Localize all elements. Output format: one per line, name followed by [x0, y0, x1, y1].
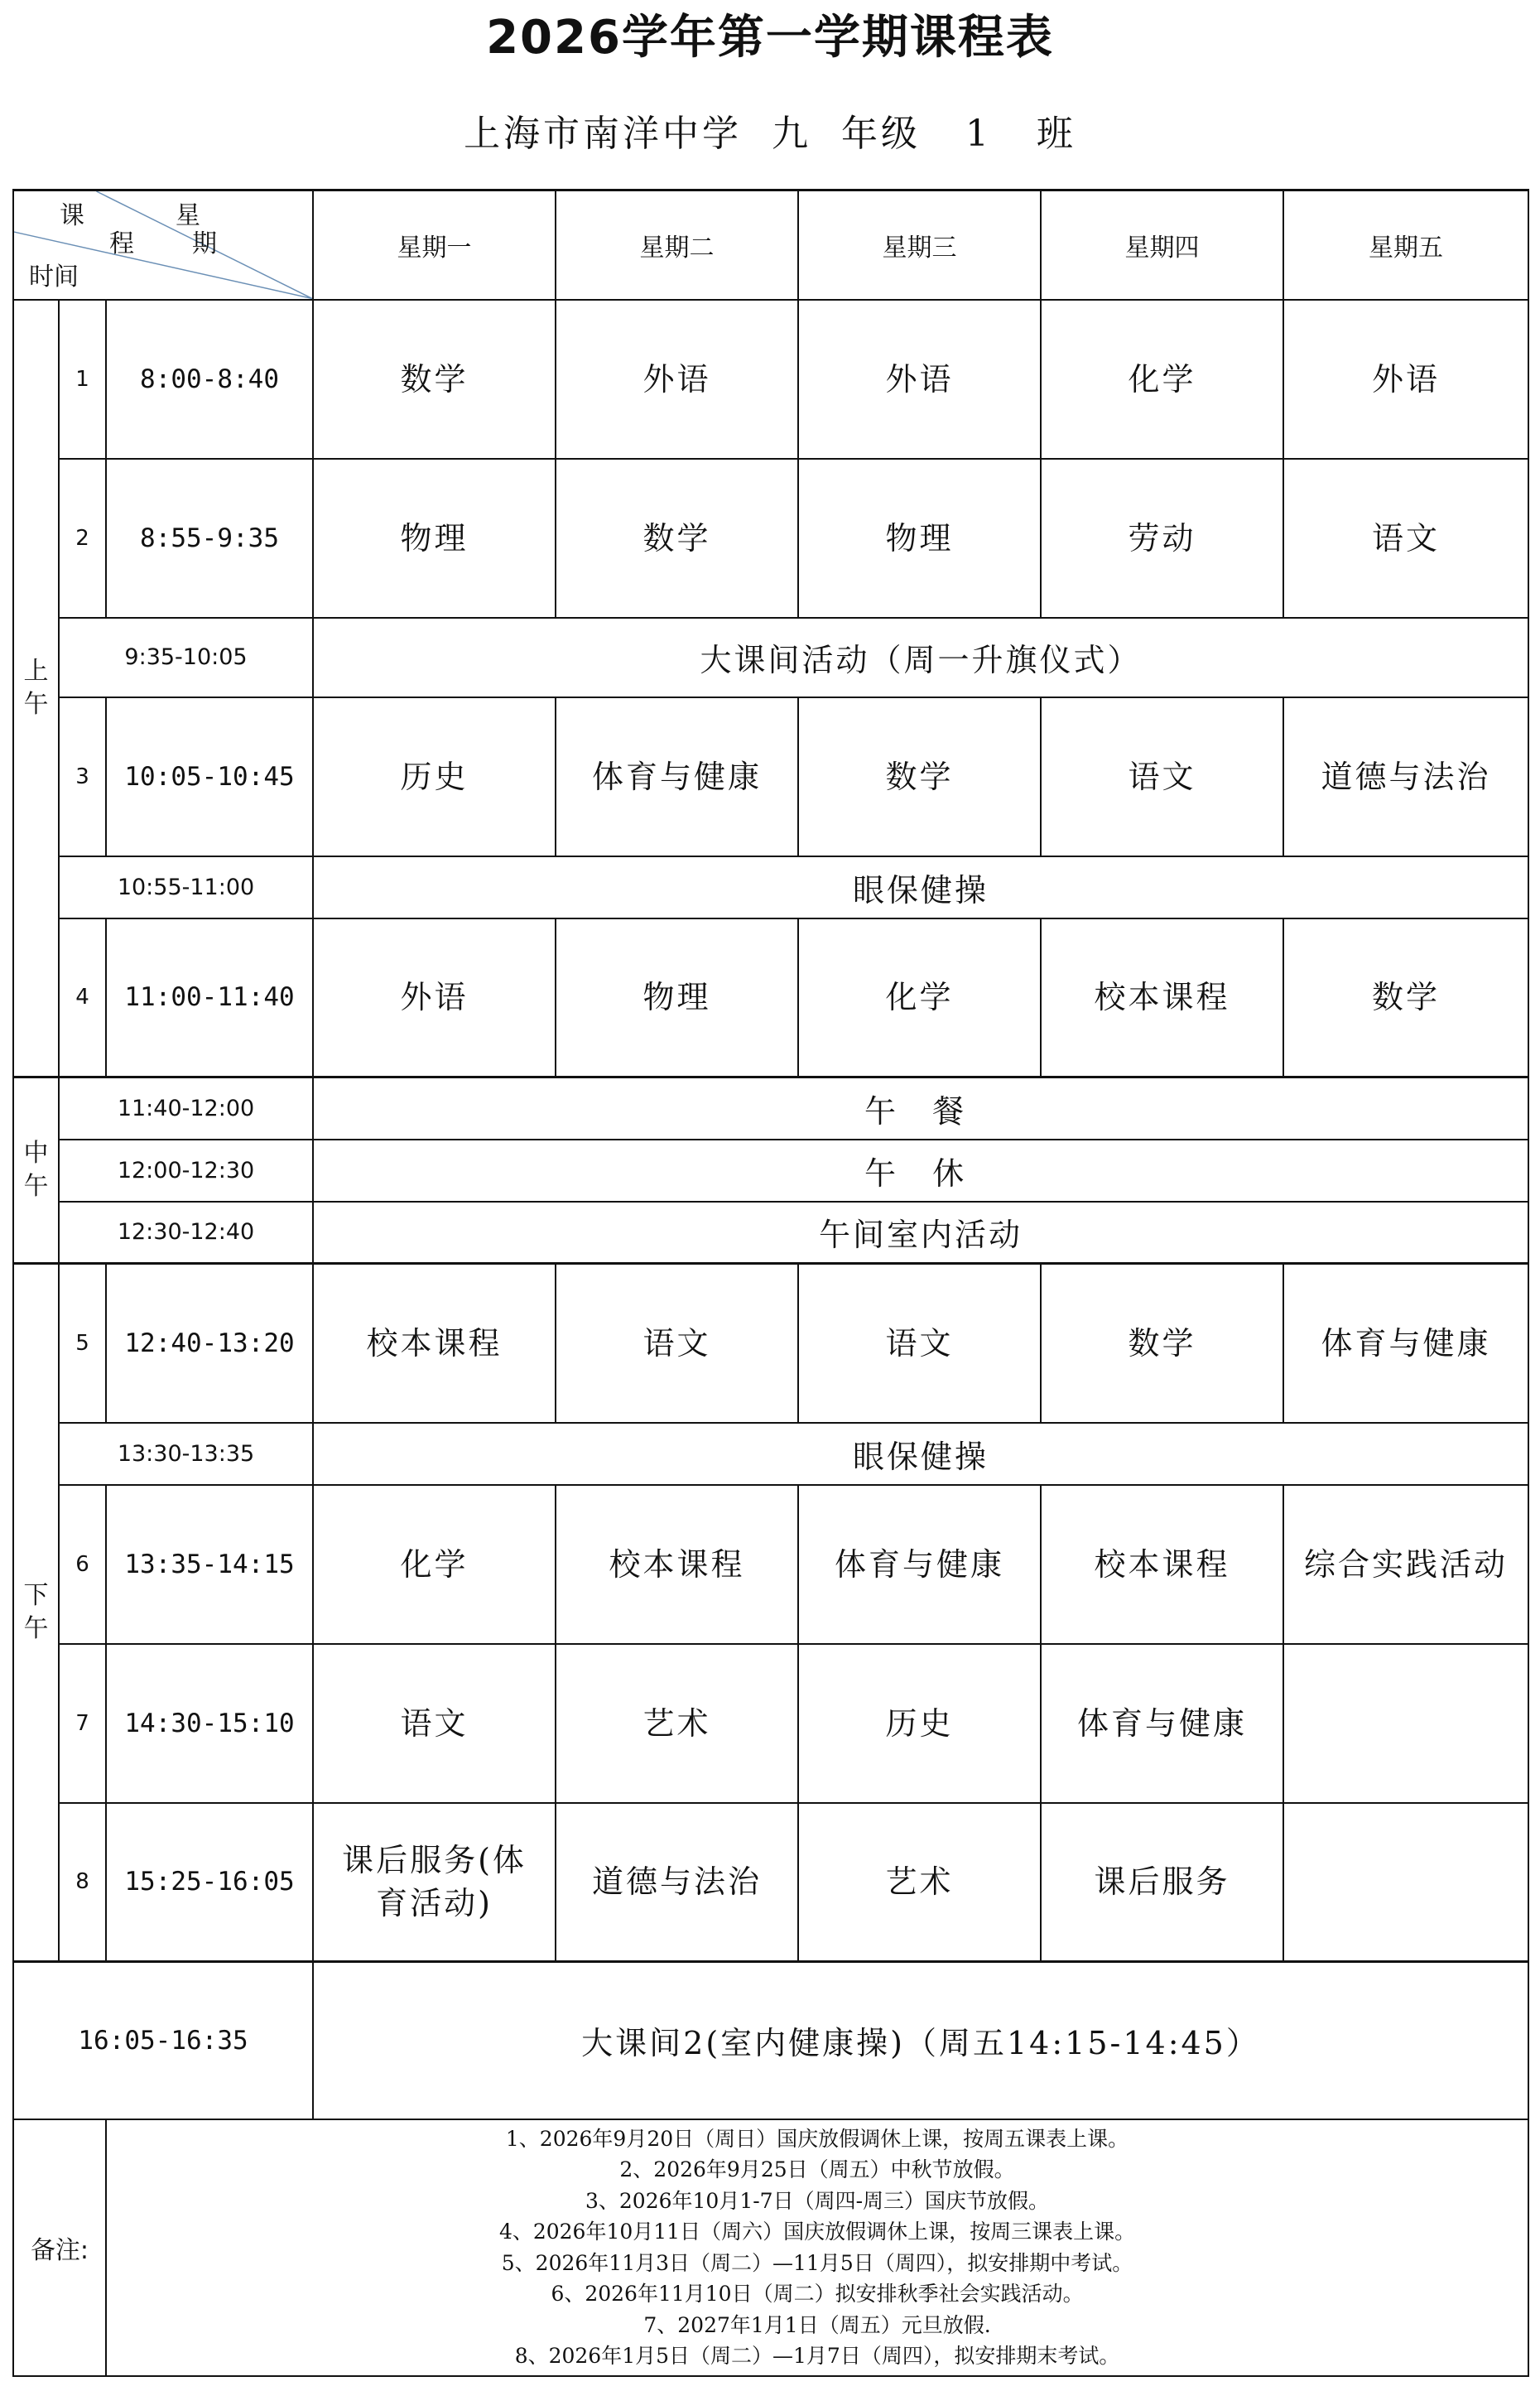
subject-cell: 数学	[798, 697, 1041, 856]
period-number: 3	[59, 697, 106, 856]
subject-cell: 历史	[798, 1644, 1041, 1803]
note-item: 7、2027年1月1日（周五）元旦放假.	[643, 2312, 991, 2337]
corner-label-ke: 课	[60, 201, 84, 230]
subject-cell: 体育与健康	[1041, 1644, 1283, 1803]
section-morning	[13, 300, 59, 1077]
subject-cell: 化学	[798, 918, 1041, 1077]
subject-cell: 语文	[1283, 459, 1528, 618]
break-activity: 午 餐	[313, 1077, 1528, 1140]
period-time: 13:35-14:15	[106, 1485, 313, 1644]
subject-cell: 语文	[313, 1644, 556, 1803]
subject-cell: 数学	[1283, 918, 1528, 1077]
notes-row	[13, 2119, 1528, 2376]
period-time: 11:00-11:40	[106, 918, 313, 1077]
period-time: 10:05-10:45	[106, 697, 313, 856]
subject-cell: 数学	[1041, 1264, 1283, 1423]
break-time: 12:30-12:40	[59, 1202, 313, 1264]
subject-cell: 外语	[313, 918, 556, 1077]
period-number: 7	[59, 1644, 106, 1803]
break-row-big-break	[13, 618, 1528, 697]
break-activity: 大课间2(室内健康操)（周五14:15-14:45）	[313, 1962, 1528, 2119]
period-row-6	[13, 1485, 1528, 1644]
subject-cell: 语文	[1041, 697, 1283, 856]
break-row-indoor	[13, 1202, 1528, 1264]
subject-cell: 校本课程	[556, 1485, 798, 1644]
period-time: 12:40-13:20	[106, 1264, 313, 1423]
page-title: 2026学年第一学期课程表	[486, 11, 1054, 65]
subject-cell: 数学	[556, 459, 798, 618]
section-morning-label: 上午	[23, 656, 49, 719]
subject-cell: 物理	[798, 459, 1041, 618]
timetable	[12, 189, 1529, 2377]
subject-cell: 物理	[556, 918, 798, 1077]
period-number: 2	[59, 459, 106, 618]
subject-cell: 语文	[798, 1264, 1041, 1423]
notes-label: 备注:	[13, 2119, 106, 2376]
break-activity: 午 休	[313, 1140, 1528, 1202]
note-item: 4、2026年10月11日（周六）国庆放假调休上课，按周三课表上课。	[498, 2220, 1136, 2244]
note-item: 5、2026年11月3日（周二）—11月5日（周四），拟安排期中考试。	[501, 2250, 1133, 2275]
corner-label-time: 时间	[29, 263, 79, 292]
subject-cell: 语文	[556, 1264, 798, 1423]
section-afternoon	[13, 1264, 59, 1962]
period-number: 6	[59, 1485, 106, 1644]
break-row-big-break-2	[13, 1962, 1528, 2119]
note-item: 8、2026年1月5日（周二）—1月7日（周四），拟安排期末考试。	[514, 2344, 1120, 2368]
section-noon	[13, 1077, 59, 1264]
period-row-7	[13, 1644, 1528, 1803]
break-row-rest	[13, 1140, 1528, 1202]
corner-label-qi: 期	[192, 229, 217, 258]
period-number: 8	[59, 1803, 106, 1962]
period-number: 4	[59, 918, 106, 1077]
day-header-thu: 星期四	[1041, 190, 1283, 300]
break-time: 12:00-12:30	[59, 1140, 313, 1202]
break-time: 13:30-13:35	[59, 1423, 313, 1485]
period-time: 14:30-15:10	[106, 1644, 313, 1803]
period-number: 1	[59, 300, 106, 459]
note-item: 6、2026年11月10日（周二）拟安排秋季社会实践活动。	[551, 2282, 1084, 2306]
corner-label-xing: 星	[176, 201, 200, 230]
subject-cell: 艺术	[556, 1644, 798, 1803]
period-row-5	[13, 1264, 1528, 1423]
subject-cell: 历史	[313, 697, 556, 856]
subject-cell: 道德与法治	[556, 1803, 798, 1962]
period-row-4	[13, 918, 1528, 1077]
period-time: 8:00-8:40	[106, 300, 313, 459]
break-activity: 午间室内活动	[313, 1202, 1528, 1264]
subject-cell: 化学	[313, 1485, 556, 1644]
break-time: 11:40-12:00	[59, 1077, 313, 1140]
corner-label-cheng: 程	[109, 229, 134, 258]
subject-cell	[1283, 1803, 1528, 1962]
class-subtitle: 上海市南洋中学 九 年级 1 班	[464, 113, 1076, 155]
subject-cell: 体育与健康	[798, 1485, 1041, 1644]
subject-cell: 课后服务(体育活动)	[313, 1803, 556, 1962]
subject-cell: 校本课程	[313, 1264, 556, 1423]
period-row-8	[13, 1803, 1528, 1962]
break-activity: 大课间活动（周一升旗仪式）	[313, 618, 1528, 697]
break-row-lunch	[13, 1077, 1528, 1140]
day-header-wed: 星期三	[798, 190, 1041, 300]
break-activity: 眼保健操	[313, 1423, 1528, 1485]
subject-cell: 艺术	[798, 1803, 1041, 1962]
note-item: 1、2026年9月20日（周日）国庆放假调休上课，按周五课表上课。	[505, 2126, 1129, 2151]
subject-cell: 劳动	[1041, 459, 1283, 618]
break-row-eye-am	[13, 856, 1528, 918]
subject-cell: 体育与健康	[556, 697, 798, 856]
period-row-3	[13, 697, 1528, 856]
note-item: 3、2026年10月1-7日（周四-周三）国庆节放假。	[585, 2188, 1050, 2213]
break-row-eye-pm	[13, 1423, 1528, 1485]
period-row-1	[13, 300, 1528, 459]
subject-cell: 化学	[1041, 300, 1283, 459]
day-header-tue: 星期二	[556, 190, 798, 300]
subject-cell: 校本课程	[1041, 1485, 1283, 1644]
subject-cell: 数学	[313, 300, 556, 459]
subject-cell: 道德与法治	[1283, 697, 1528, 856]
subject-cell	[1283, 1644, 1528, 1803]
subject-cell: 物理	[313, 459, 556, 618]
subject-cell: 课后服务	[1041, 1803, 1283, 1962]
period-time: 8:55-9:35	[106, 459, 313, 618]
section-noon-label: 中午	[23, 1139, 49, 1201]
period-time: 15:25-16:05	[106, 1803, 313, 1962]
period-row-2	[13, 459, 1528, 618]
day-header-mon: 星期一	[313, 190, 556, 300]
section-afternoon-label: 下午	[23, 1581, 49, 1643]
subject-cell: 校本课程	[1041, 918, 1283, 1077]
corner-header-cell	[13, 190, 313, 300]
break-activity: 眼保健操	[313, 856, 1528, 918]
subject-cell: 外语	[798, 300, 1041, 459]
break-time: 10:55-11:00	[59, 856, 313, 918]
notes-list	[106, 2119, 1528, 2376]
note-item: 2、2026年9月25日（周五）中秋节放假。	[619, 2157, 1015, 2181]
subject-cell: 外语	[1283, 300, 1528, 459]
break-time: 16:05-16:35	[13, 1962, 313, 2119]
subject-cell: 体育与健康	[1283, 1264, 1528, 1423]
header-row	[13, 190, 1528, 300]
day-header-fri: 星期五	[1283, 190, 1528, 300]
period-number: 5	[59, 1264, 106, 1423]
break-time: 9:35-10:05	[59, 618, 313, 697]
subject-cell: 综合实践活动	[1283, 1485, 1528, 1644]
subject-cell: 外语	[556, 300, 798, 459]
